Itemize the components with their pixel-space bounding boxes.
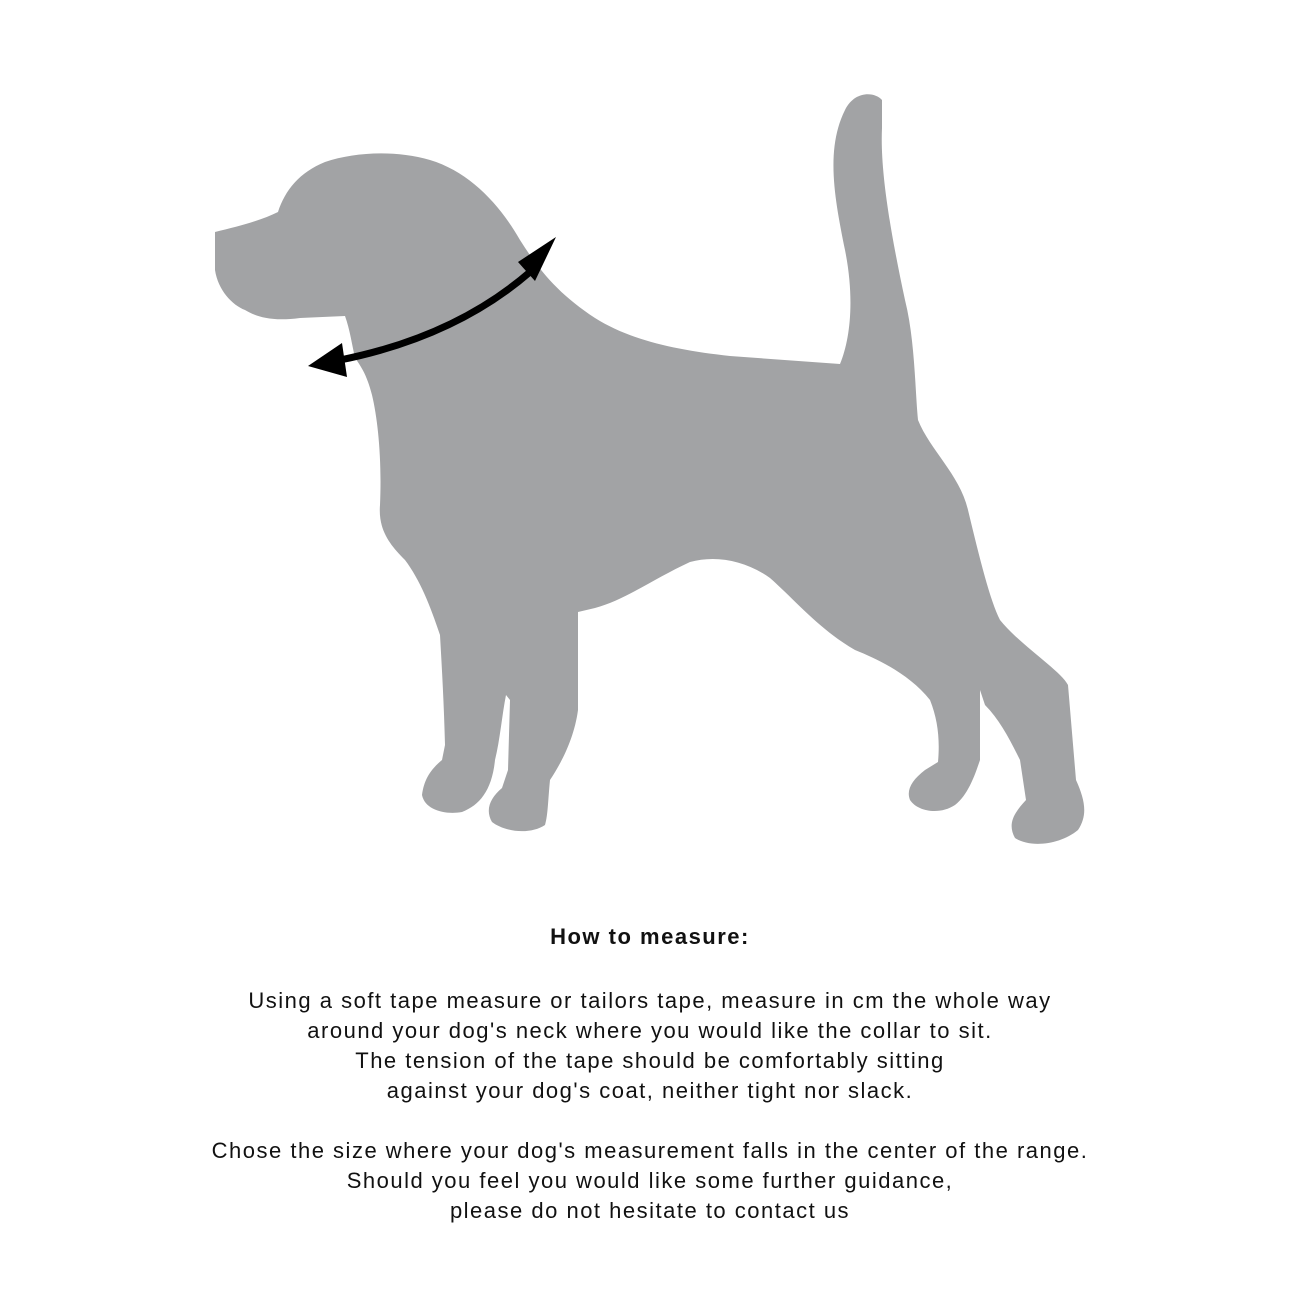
dog-silhouette-icon — [215, 94, 1084, 844]
size-guidance — [0, 1136, 1300, 1226]
page-title: How to measure: — [550, 924, 750, 949]
instruction-line: Using a soft tape measure or tailors tape, measure in cm the whole way — [248, 988, 1052, 1013]
guidance-line: Chose the size where your dog's measurement falls in the center of the range. — [211, 1138, 1089, 1163]
guidance-line: please do not hesitate to contact us — [449, 1198, 851, 1223]
instruction-line: against your dog's coat, neither tight nor slack. — [386, 1078, 914, 1103]
guidance-line: Should you feel you would like some further guidance, — [346, 1168, 954, 1193]
instruction-line: The tension of the tape should be comfortably sitting — [355, 1048, 945, 1073]
measuring-instructions — [0, 986, 1300, 1106]
instruction-line: around your dog's neck where you would like the collar to sit. — [307, 1018, 993, 1043]
